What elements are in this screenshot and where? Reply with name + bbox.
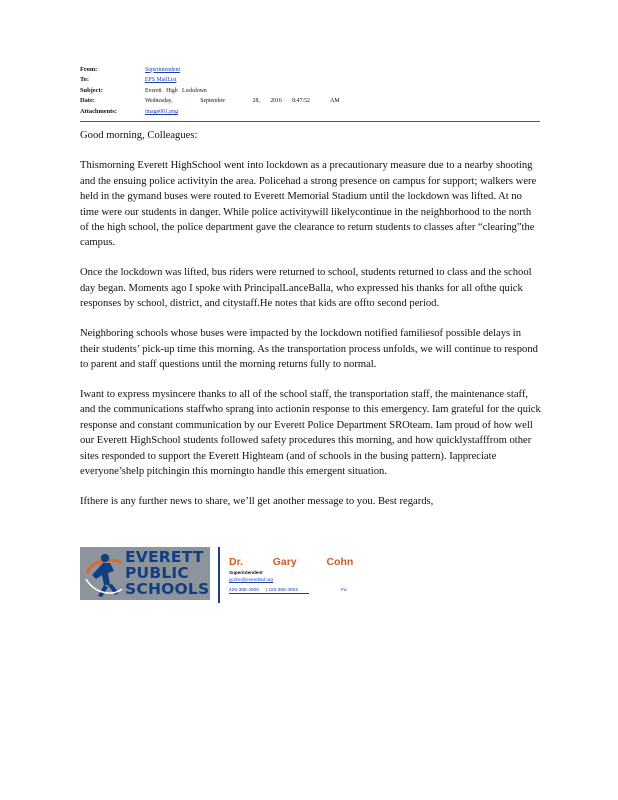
logo-text-line-3: SCHOOLS xyxy=(125,580,210,598)
greeting: Good morning, Colleagues: xyxy=(80,130,198,141)
signature-name: Dr. Gary Cohn xyxy=(229,556,354,568)
date-label: Date: xyxy=(80,97,95,105)
attachments-row xyxy=(80,104,540,115)
to-link[interactable]: EPS MailList xyxy=(145,77,177,84)
signature-divider xyxy=(218,547,220,603)
from-link[interactable]: Superintendent xyxy=(145,66,181,73)
to-row xyxy=(80,73,540,84)
paragraph-2: Once the lockdown was lifted, bus riders were returned to school, students returned to class and the school day began. Moments ago I spoke with PrincipalLanceBalla, who expressed his thanks for all ofthe quick responses by school, district, and citystaff.He notes that kids are offto second period. xyxy=(80,267,532,310)
email-header xyxy=(80,62,540,115)
attachments-label: Attachments: xyxy=(80,107,117,115)
signature-fax: Fa xyxy=(341,588,347,593)
paragraph-3: Neighboring schools whose buses were impacted by the lockdown notified familiesof possible delays in their students’ pick-up time this morning. As the transportation process unfolds, we will continue to respond to parent and staff questions until the morning returns fully to normal. xyxy=(80,328,538,371)
logo-text-line-2: PUBLIC xyxy=(125,564,189,582)
paragraph-4: Iwant to express mysincere thanks to all of the school staff, the transportation staff, the maintenance staff, and the communications staffwho sprang into actionin response to this emergency. Iam grateful for the quick response and constant communication by our Everett Police Department SROteam. Iam proud of how well our Everett HighSchool students followed safety procedures this morning, and how quicklystafffrom other sites responded to support the Everett Highteam (and of schools in the busing pattern). Iappreciate everyone’shelp pitchingin this morningto handle this emergent situation. xyxy=(80,389,541,478)
signature-email-link[interactable]: gcohn@everettsd.org xyxy=(229,577,273,582)
phone-1: 425-385-4000 xyxy=(229,588,259,593)
logo-text-line-1: EVERETT xyxy=(125,548,204,566)
runner-figure-icon xyxy=(84,549,124,599)
header-divider xyxy=(80,121,540,122)
phone-2: 425-385-4002 xyxy=(268,588,299,593)
subject-row xyxy=(80,83,540,94)
to-label: To: xyxy=(80,76,89,84)
paragraph-1: Thismorning Everett HighSchool went into lockdown as a precautionary measure due to a nearby shooting and the ensuing police activityin the area. Policehad a strong presence on campus for support; walkers were held in the gymand buses were routed to Everett Memorial Stadium until the lockdown was lifted. At no time were our students in danger. While police activitywill likelycontinue in the neighborhood to the north of the high school, the police department gave the clearance to return students to classes after “clearing”the campus. xyxy=(80,160,537,249)
everett-public-schools-logo xyxy=(80,547,210,600)
date-value: Wednesday, September 28, 2016 8:47:52 AM xyxy=(145,98,340,105)
attachment-link[interactable]: image001.png xyxy=(145,108,179,115)
email-body xyxy=(80,128,542,524)
paragraph-5: Ifthere is any further news to share, we’ll get another message to you. Best regards, xyxy=(80,496,434,508)
signature-phones xyxy=(229,588,309,594)
subject-label: Subject: xyxy=(80,86,103,94)
signature-block xyxy=(80,547,380,603)
signature-title: Superintendent xyxy=(229,570,263,575)
subject-value: Everett High Lockdown xyxy=(145,87,207,94)
phone-separator: | xyxy=(265,588,267,593)
from-row xyxy=(80,62,540,73)
date-row xyxy=(80,94,540,105)
from-label: From: xyxy=(80,65,98,73)
